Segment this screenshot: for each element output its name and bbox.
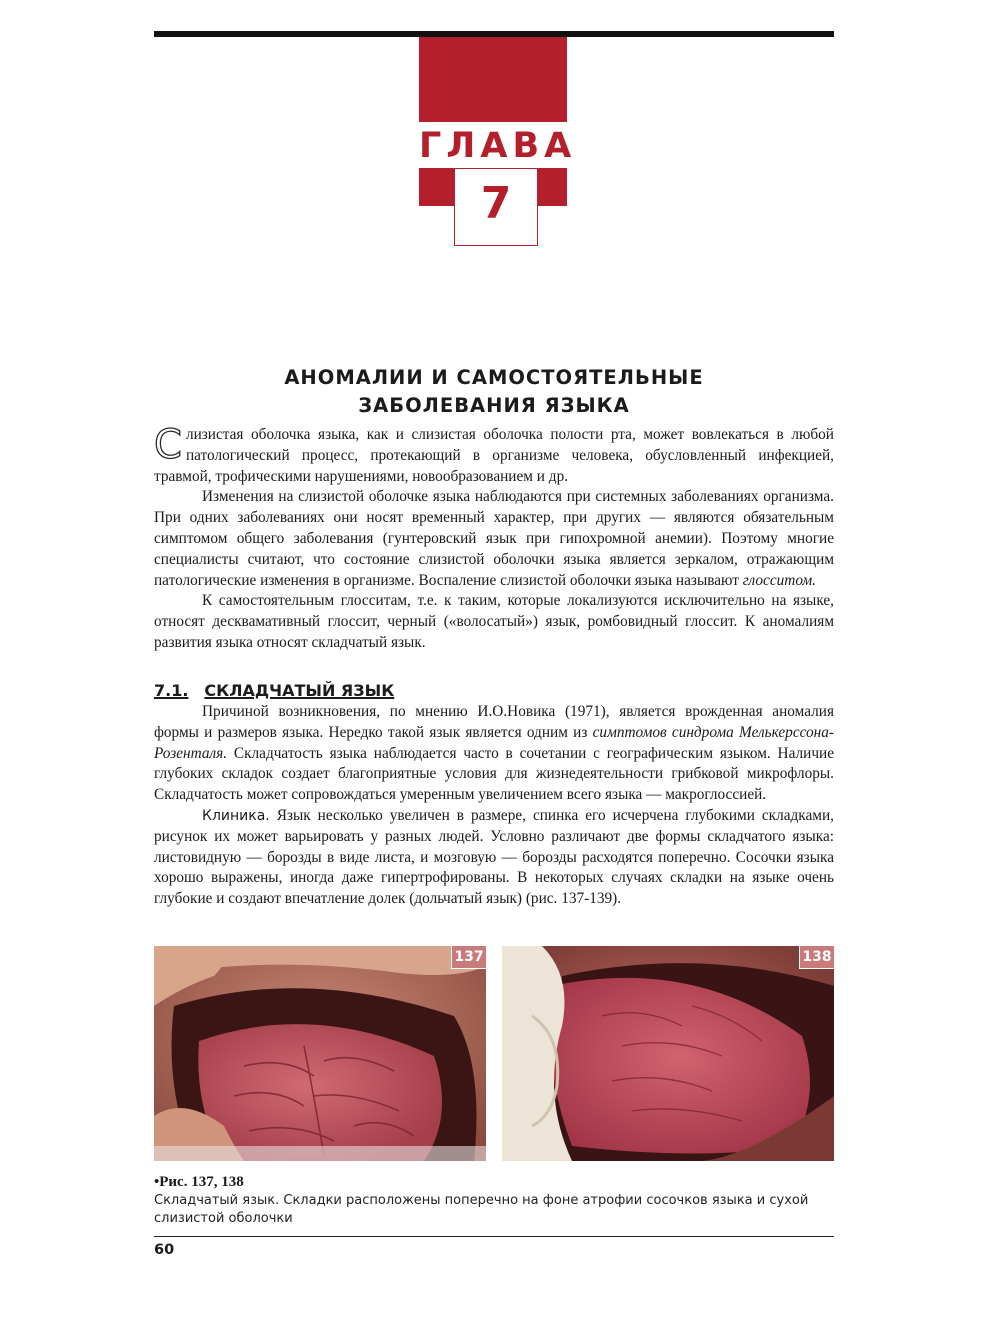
title-line-2: ЗАБОЛЕВАНИЯ ЯЗЫКА	[358, 394, 630, 417]
figure-caption-title: •Рис. 137, 138	[154, 1174, 244, 1190]
tongue-photo-138	[502, 946, 834, 1161]
intro-paragraph-3: К самостоятельным глосситам, т.е. к таким, которые локализуются исключительно на языке, относят десквамативный глоссит, черный («волосатый») язык, ромбовидный глоссит. К аномалиям развития языка относят складчатый язык.	[154, 592, 834, 651]
section-paragraph-1-a: Причиной возникновения, по мнению И.О.Новика (1971), является врожденная аномалия формы и размеров языка. Нередко такой язык является одним из	[154, 703, 834, 741]
page-title	[154, 364, 834, 420]
figure-caption-text: Складчатый язык. Складки расположены поперечно на фоне атрофии сосочков языка и сухой слизистой оболочки	[154, 1193, 809, 1226]
tongue-photo-137	[154, 946, 486, 1161]
section-paragraph-1	[154, 702, 834, 806]
figure-137-photo	[154, 946, 486, 1161]
chapter-emblem-block	[419, 37, 567, 134]
intro-paragraph-2	[154, 487, 834, 591]
intro-paragraph-1	[154, 422, 834, 487]
section-paragraph-2	[154, 806, 834, 910]
bottom-rule	[154, 1236, 834, 1237]
clinic-label: Клиника.	[202, 807, 270, 824]
intro-text	[154, 422, 834, 654]
intro-paragraph-1-text: лизистая оболочка языка, как и слизистая оболочка полости рта, может вовлекаться в любой патологический процесс, протекающий в организме человека, обусловленный инфекцией, травмой, трофическими нарушениями, новообразованием и др.	[154, 426, 834, 485]
intro-paragraph-2-text: Изменения на слизистой оболочке языка наблюдаются при системных заболеваниях организма. При одних заболеваниях они носят временный характер, при других — являются обязательным симптомом общего заболевания (гунтеровский язык при гипохромной анемии). Поэтому многие специалисты считают, что состояние слизистой оболочки языка является зеркалом, отражающим патологические изменения в организме. Воспаление слизистой оболочки языка называют	[154, 488, 834, 589]
drop-cap: С	[154, 422, 182, 468]
figure-138-photo	[502, 946, 834, 1161]
figure-138-label: 138	[799, 946, 834, 969]
section-title: СКЛАДЧАТЫЙ ЯЗЫК	[204, 681, 395, 700]
chapter-number: 7	[480, 178, 512, 229]
syndrome-term: симптомов синдрома Мелькерссона-Розенталя.	[154, 723, 834, 762]
section-text	[154, 702, 834, 910]
section-paragraph-2-text: Язык несколько увеличен в размере, спинка его исчерчена глубокими складками, рисунок их может варьировать у разных людей. Условно различают две формы складчатого языка: листовидную — борозды в виде листа, и мозговую — борозды расходятся поперечно. Сосочки языка хорошо выражены, иногда даже гипертрофированы. В некоторых случаях складки на языке очень глубокие и создают впечатление долек (дольчатый язык) (рис. 137-139).	[154, 806, 834, 908]
section-paragraph-1-b: Складчатость языка наблюдается часто в сочетании с географическим языком. Наличие глубоких складок создает благоприятные условия для жизнедеятельности грибковой микрофлоры. Складчатость может сопровождаться умеренным увеличением всего языка — макроглоссией.	[154, 744, 834, 804]
section-number: 7.1.	[154, 681, 189, 700]
glossitis-term: глосситом.	[742, 571, 816, 589]
title-line-1: АНОМАЛИИ И САМОСТОЯТЕЛЬНЫЕ	[284, 366, 704, 389]
figure-137-label: 137	[451, 946, 486, 969]
section-heading	[154, 680, 834, 702]
chapter-word: ГЛАВА	[419, 126, 577, 166]
page-number: 60	[154, 1242, 175, 1258]
